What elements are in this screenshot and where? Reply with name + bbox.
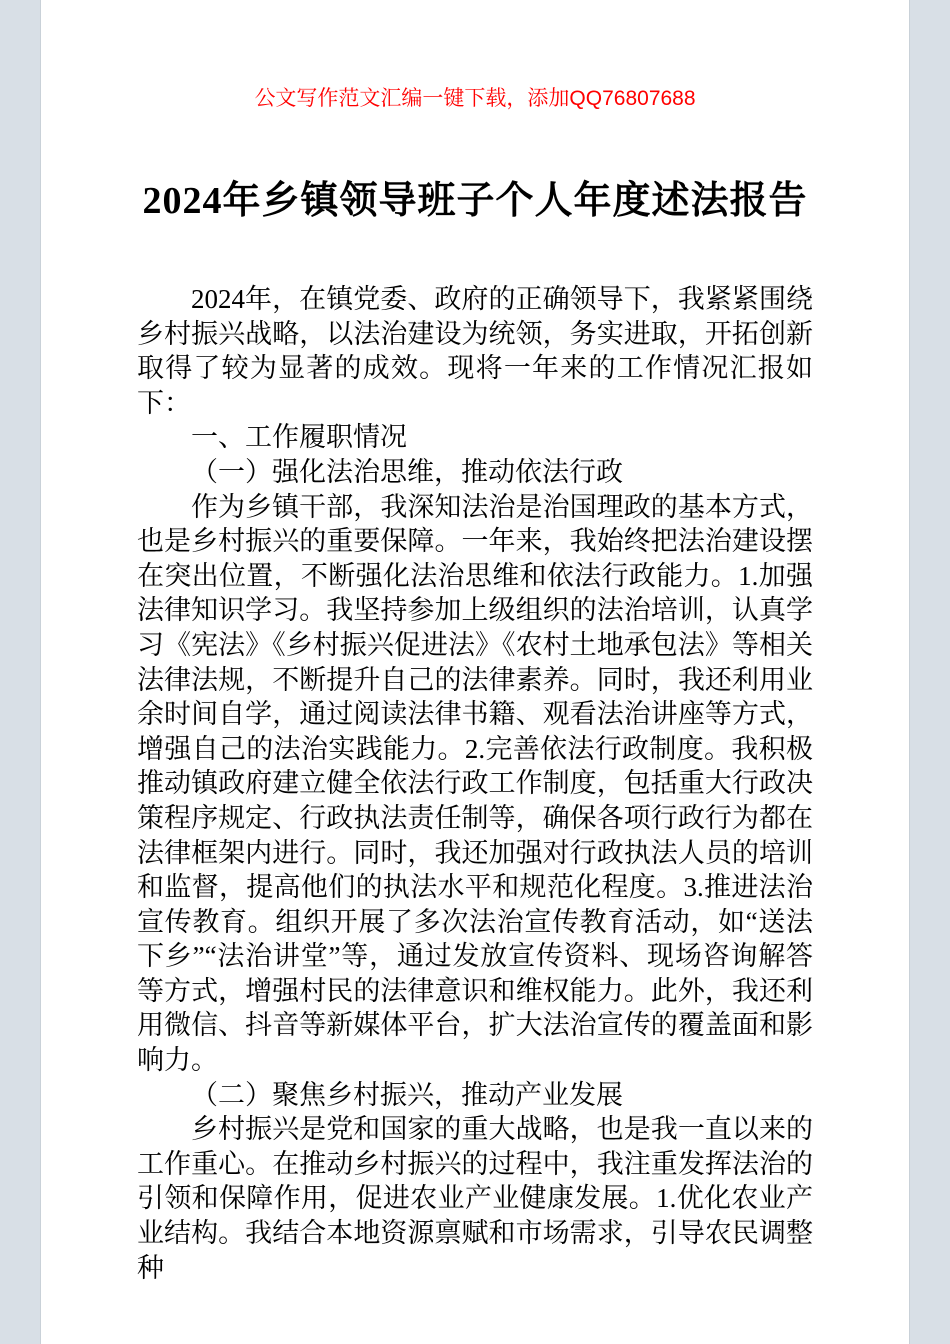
- body-paragraph-2: 乡村振兴是党和国家的重大战略，也是我一直以来的工作重心。在推动乡村振兴的过程中，我注重发挥法治的引领和保障作用，促进农业产业健康发展。1.优化农业产业结构。我结合本地资源禀赋和市场需求，引导农民调整种: [137, 1114, 813, 1283]
- document-title: 2024年乡镇领导班子个人年度述法报告: [142, 180, 808, 222]
- document-body: [137, 282, 813, 1285]
- header-ad-notice: 公文写作范文汇编一键下载，添加QQ76807688: [254, 87, 696, 110]
- subsection-heading-1-2: （二）聚焦乡村振兴，推动产业发展: [191, 1079, 623, 1110]
- intro-paragraph: 2024年，在镇党委、政府的正确领导下，我紧紧围绕乡村振兴战略，以法治建设为统领，务实进取，开拓创新取得了较为显著的成效。现将一年来的工作情况汇报如下：: [137, 284, 813, 418]
- document-page: [40, 0, 910, 1344]
- section-heading-1: 一、工作履职情况: [191, 422, 407, 453]
- subsection-heading-1-1: （一）强化法治思维，推动依法行政: [191, 456, 623, 487]
- body-paragraph-1: 作为乡镇干部，我深知法治是治国理政的基本方式，也是乡村振兴的重要保障。一年来，我始终把法治建设摆在突出位置，不断强化法治思维和依法行政能力。1.加强法律知识学习。我坚持参加上级组织的法治培训，认真学习《宪法》《乡村振兴促进法》《农村土地承包法》等相关法律法规，不断提升自己的法律素养。同时，我还利用业余时间自学，通过阅读法律书籍、观看法治讲座等方式，增强自己的法治实践能力。2.完善依法行政制度。我积极推动镇政府建立健全依法行政工作制度，包括重大行政决策程序规定、行政执法责任制等，确保各项行政行为都在法律框架内进行。同时，我还加强对行政执法人员的培训和监督，提高他们的执法水平和规范化程度。3.推进法治宣传教育。组织开展了多次法治宣传教育活动，如“送法下乡”“法治讲堂”等，通过发放宣传资料、现场咨询解答等方式，增强村民的法律意识和维权能力。此外，我还利用微信、抖音等新媒体平台，扩大法治宣传的覆盖面和影响力。: [137, 491, 813, 1076]
